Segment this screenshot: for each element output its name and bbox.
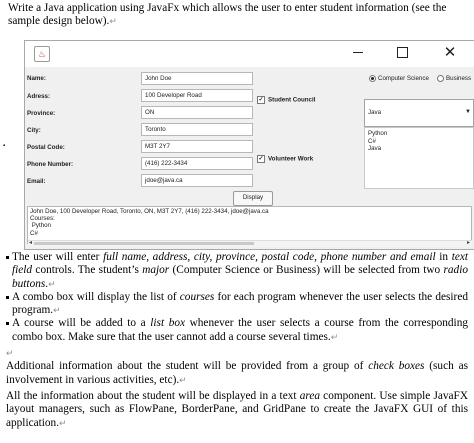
output-line: Courses: (30, 215, 55, 223)
close-icon: ✕ (443, 44, 457, 61)
scroll-thumb[interactable] (34, 242, 254, 245)
courses-combo-box[interactable] (364, 99, 474, 127)
student-council-checkbox[interactable] (257, 96, 315, 104)
intro-text: Write a Java application using JavaFx which allows the user to enter student information (see the sample design below). (8, 2, 447, 28)
maximize-button[interactable] (391, 44, 413, 62)
title-bar (25, 41, 474, 67)
horizontal-scrollbar[interactable] (28, 240, 472, 247)
paragraph-mark: ↵ (179, 374, 187, 385)
chevron-down-icon: ▼ (465, 109, 471, 115)
output-line: C# (30, 229, 38, 237)
courses-list-box[interactable] (364, 127, 474, 189)
radio-selected-icon (369, 75, 376, 82)
address-field[interactable]: 100 Developer Road (141, 89, 253, 102)
name-label: Name: (27, 75, 46, 82)
paragraph-mark: ↵ (53, 305, 61, 316)
minimize-icon (353, 52, 363, 53)
bullet-icon (6, 256, 9, 259)
name-field[interactable]: John Doe (141, 72, 253, 85)
bullet-icon (6, 296, 9, 299)
bullet-icon (6, 322, 9, 325)
display-button[interactable]: Display (233, 191, 273, 206)
paragraph-mark: ↵ (330, 331, 339, 342)
paragraph-mark: ↵ (48, 278, 56, 289)
city-label: City: (27, 127, 41, 134)
list-item[interactable]: C# (368, 137, 376, 145)
volunteer-work-checkbox[interactable] (257, 155, 313, 163)
app-screenshot (24, 40, 474, 250)
check-icon: ✓ (258, 97, 264, 103)
province-field[interactable]: ON (141, 106, 253, 119)
radio-computer-science[interactable] (369, 75, 429, 82)
radio-business[interactable] (437, 75, 471, 82)
email-field[interactable]: jdoe@java.ca (141, 174, 253, 187)
paragraph-mark: ↵ (59, 417, 67, 428)
radio-unselected-icon (437, 75, 444, 82)
java-cup-icon: ♨ (34, 46, 50, 62)
intro-paragraph (8, 2, 470, 29)
student-council-label: Student Council (268, 96, 316, 104)
close-button[interactable] (439, 44, 461, 62)
empty-paragraph (6, 347, 468, 360)
volunteer-work-label: Volunteer Work (268, 155, 314, 163)
list-item[interactable]: Python (368, 130, 388, 137)
minimize-button[interactable] (347, 44, 369, 62)
phone-label: Phone Number: (27, 161, 74, 168)
paragraph-mark: ↵ (6, 348, 14, 359)
address-label: Adress: (27, 93, 51, 100)
bullet-item: The user will enter full name, address, city, province, postal code, phone number and email in text field controls. The student’s major (Computer Science or Business) will be selected from two radio buttons.↵ (6, 251, 468, 291)
body-text (6, 251, 468, 430)
text-area-paragraph: All the information about the student will be displayed in a text area component. Use simple JavaFX layout managers, such as FlowPane, BorderPane, and GridPane to create the JavaFX GUI of this application.↵ (6, 389, 468, 429)
province-label: Province: (27, 110, 56, 117)
email-label: Email: (27, 178, 46, 185)
phone-field[interactable]: (416) 222-3434 (141, 157, 253, 170)
maximize-icon (397, 47, 408, 58)
output-text-area[interactable] (27, 206, 472, 244)
paragraph-mark: ↵ (109, 16, 117, 27)
output-line: John Doe, 100 Developer Road, Toronto, ON, M3T 2Y7, (416) 222-3434, jdoe@java.ca (30, 208, 269, 215)
city-field[interactable]: Toronto (141, 123, 253, 136)
check-boxes-paragraph: Additional information about the student will be provided from a group of check boxes (such as involvement in various activities, etc).↵ (6, 360, 468, 386)
postal-code-field[interactable]: M3T 2Y7 (141, 140, 253, 153)
list-item[interactable]: Java (368, 145, 382, 153)
output-line: Python (30, 222, 51, 230)
check-icon: ✓ (258, 156, 264, 162)
bullet-item: A course will be added to a list box whenever the user selects a course from the corresponding combo box. Make sure that the user cannot add a course several times.↵ (6, 317, 468, 344)
bullet-item: A combo box will display the list of courses for each program whenever the user selects the desired program.↵ (6, 291, 468, 318)
radio-business-label: Business (446, 75, 472, 83)
radio-computer-science-label: Computer Science (378, 75, 429, 83)
combo-value: Java (368, 109, 382, 116)
scroll-left-icon[interactable]: ◂ (29, 240, 33, 246)
list-bullet: ▪ (3, 143, 6, 149)
postal-code-label: Postal Code: (27, 144, 65, 151)
scroll-right-icon[interactable]: ▸ (466, 240, 470, 246)
